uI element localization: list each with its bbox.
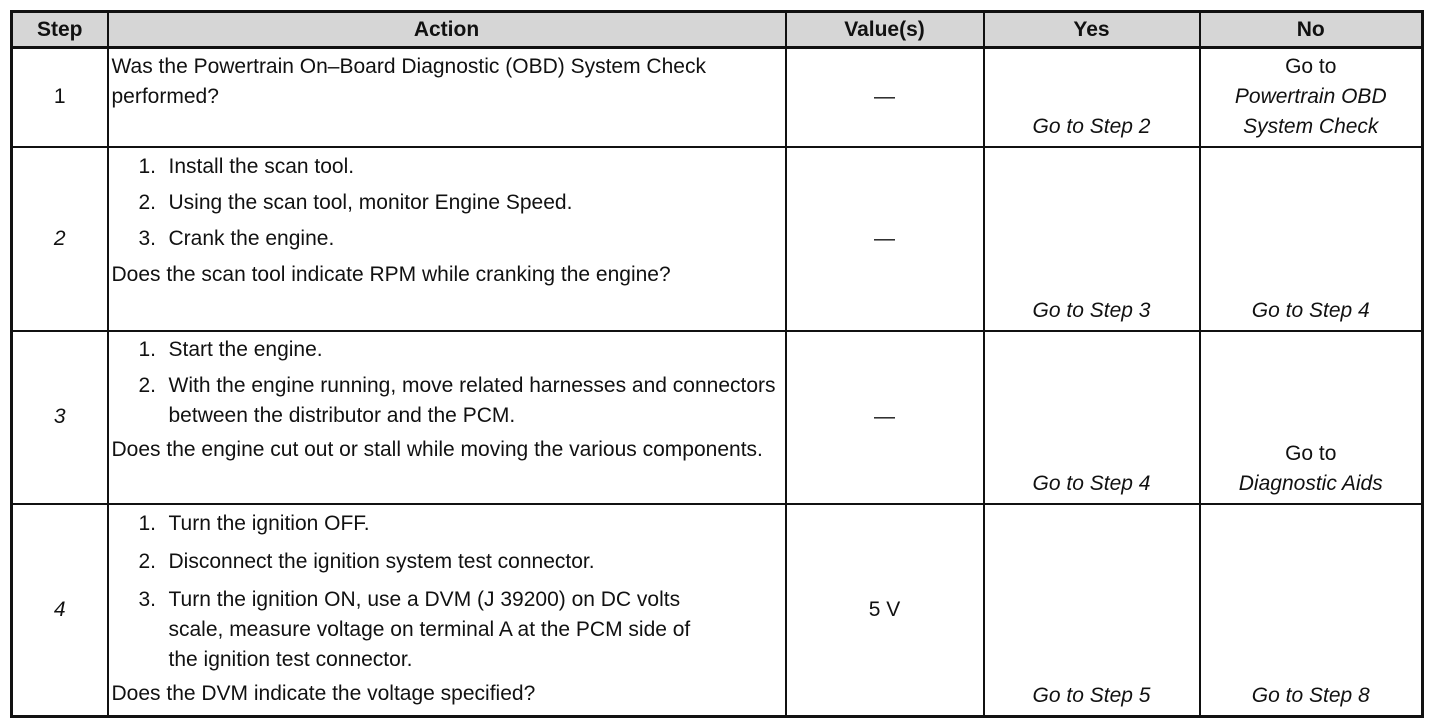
value-cell: 5 V bbox=[786, 504, 984, 717]
no-cell bbox=[1200, 147, 1423, 331]
header-yes: Yes bbox=[984, 12, 1200, 48]
value-cell: — bbox=[786, 48, 984, 147]
value-cell: — bbox=[786, 147, 984, 331]
yes-cell bbox=[984, 147, 1200, 331]
header-action: Action bbox=[108, 12, 786, 48]
action-question: Was the Powertrain On–Board Diagnostic (OBD) System Check performed? bbox=[111, 55, 706, 108]
list-item: 1. Install the scan tool. bbox=[138, 154, 355, 178]
action-cell bbox=[108, 504, 786, 717]
action-steps bbox=[109, 505, 785, 675]
table-row bbox=[12, 331, 1423, 504]
yes-link[interactable]: Go to Step 5 bbox=[1032, 684, 1151, 707]
action-steps bbox=[109, 332, 785, 431]
no-link[interactable]: Go to Step 4 bbox=[1251, 298, 1370, 322]
step-number: 3 bbox=[12, 331, 108, 504]
step-number: 1 bbox=[12, 48, 108, 147]
step-number: 4 bbox=[12, 504, 108, 717]
header-no: No bbox=[1200, 12, 1423, 48]
table-row bbox=[12, 48, 1423, 147]
header-row bbox=[12, 12, 1423, 48]
yes-link[interactable]: Go to Step 2 bbox=[1032, 114, 1151, 138]
yes-cell bbox=[984, 48, 1200, 147]
list-item: 1. Turn the ignition OFF. bbox=[138, 511, 370, 535]
yes-cell bbox=[984, 331, 1200, 504]
header-step: Step bbox=[12, 12, 108, 48]
table-row bbox=[12, 147, 1423, 331]
list-item: 2. With the engine running, move related harnesses and connectors between the distributor and the PCM. bbox=[138, 373, 776, 427]
action-steps bbox=[109, 148, 785, 254]
no-prefix: Go to bbox=[1285, 441, 1337, 465]
list-item: 2. Using the scan tool, monitor Engine Speed. bbox=[138, 190, 573, 214]
no-cell bbox=[1200, 331, 1423, 504]
action-question: Does the DVM indicate the voltage specified? bbox=[111, 681, 536, 705]
header-values: Value(s) bbox=[786, 12, 984, 48]
list-item: 3. Turn the ignition ON, use a DVM (J 39200) on DC volts scale, measure voltage on terminal A at the PCM side of the ignition test connector. bbox=[138, 587, 691, 671]
list-item: 1. Start the engine. bbox=[138, 337, 323, 361]
no-prefix: Go to bbox=[1285, 54, 1337, 78]
no-cell bbox=[1200, 504, 1423, 717]
action-question: Does the engine cut out or stall while moving the various components. bbox=[111, 437, 763, 461]
action-cell bbox=[108, 331, 786, 504]
no-link[interactable]: Go to Step 8 bbox=[1251, 684, 1370, 707]
step-number: 2 bbox=[12, 147, 108, 331]
yes-link[interactable]: Go to Step 3 bbox=[1032, 298, 1151, 322]
list-item: 3. Crank the engine. bbox=[138, 226, 335, 250]
diagnostic-table bbox=[10, 10, 1424, 718]
action-question: Does the scan tool indicate RPM while cranking the engine? bbox=[111, 262, 671, 286]
table-row bbox=[12, 504, 1423, 717]
yes-link[interactable]: Go to Step 4 bbox=[1032, 471, 1151, 495]
value-cell: — bbox=[786, 331, 984, 504]
action-cell bbox=[108, 48, 786, 147]
no-link[interactable]: Powertrain OBD System Check bbox=[1234, 84, 1387, 138]
action-cell bbox=[108, 147, 786, 331]
yes-cell bbox=[984, 504, 1200, 717]
no-link[interactable]: Diagnostic Aids bbox=[1238, 471, 1383, 495]
list-item: 2. Disconnect the ignition system test connector. bbox=[138, 549, 595, 573]
no-cell bbox=[1200, 48, 1423, 147]
